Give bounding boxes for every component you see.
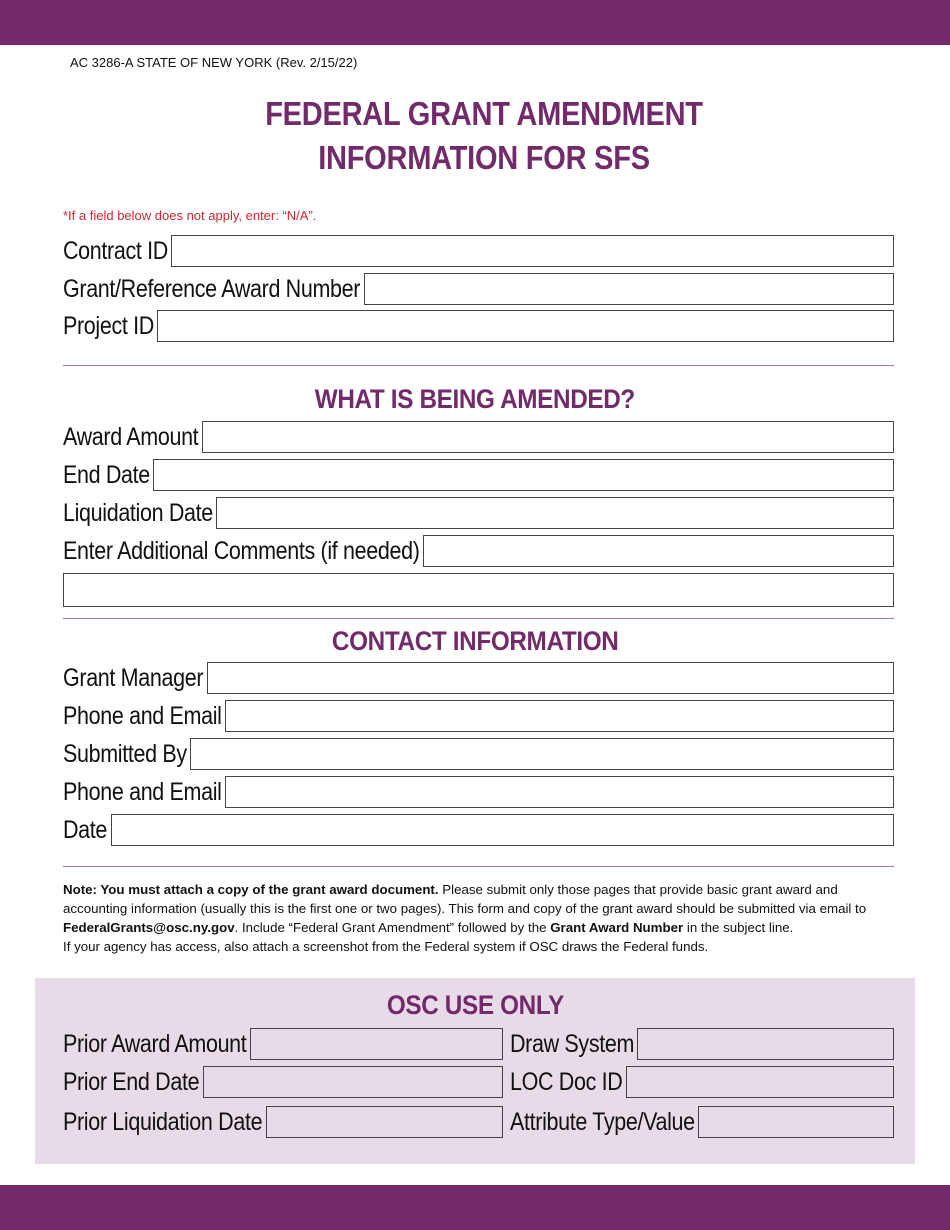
- liquidation-date-row: [63, 496, 894, 530]
- top-color-bar: [0, 0, 950, 45]
- attachment-note: Note: You must attach a copy of the grant award document.: [63, 882, 439, 897]
- prior-end-date-label: Prior End Date: [63, 1067, 200, 1096]
- grant-reference-row: [63, 272, 894, 306]
- liquidation-date-field[interactable]: [216, 497, 894, 529]
- amendment-heading: [0, 384, 950, 415]
- manager-phone-email-row: [63, 699, 894, 733]
- prior-award-amount-row: [63, 1027, 503, 1061]
- instructions-text-3: in the subject line.: [683, 920, 794, 935]
- project-id-row: [63, 309, 894, 343]
- contract-id-field[interactable]: [171, 235, 894, 267]
- prior-award-amount-label: Prior Award Amount: [63, 1029, 247, 1058]
- attribute-type-value-label: Attribute Type/Value: [510, 1107, 695, 1136]
- prior-end-date-row: [63, 1065, 503, 1099]
- submission-email: FederalGrants@osc.ny.gov: [63, 920, 235, 935]
- submitter-phone-email-row: [63, 775, 894, 809]
- project-id-field[interactable]: [157, 310, 894, 342]
- comments-row: [63, 534, 894, 568]
- submission-instructions: [63, 880, 903, 956]
- comments-label: Enter Additional Comments (if needed): [63, 536, 420, 565]
- title-line-2: INFORMATION FOR SFS: [318, 139, 650, 176]
- contact-heading: [0, 626, 950, 657]
- page-title: [0, 92, 950, 180]
- submitter-phone-email-label: Phone and Email: [63, 777, 222, 806]
- loc-doc-id-field[interactable]: [626, 1066, 894, 1098]
- date-field[interactable]: [111, 814, 895, 846]
- form-code: AC 3286-A STATE OF NEW YORK (Rev. 2/15/22): [70, 55, 358, 70]
- prior-award-amount-field[interactable]: [250, 1028, 503, 1060]
- award-amount-field[interactable]: [202, 421, 894, 453]
- amendment-heading-text: WHAT IS BEING AMENDED?: [314, 384, 636, 414]
- section-divider: [63, 618, 894, 619]
- date-row: [63, 813, 894, 847]
- comments-continuation-field[interactable]: [63, 573, 894, 607]
- submitted-by-field[interactable]: [190, 738, 894, 770]
- osc-heading: [0, 990, 950, 1021]
- instructions-text-2: . Include “Federal Grant Amendment” followed by the: [234, 920, 551, 935]
- grant-manager-label: Grant Manager: [63, 663, 204, 692]
- manager-phone-email-label: Phone and Email: [63, 701, 222, 730]
- na-instruction: *If a field below does not apply, enter: “N/A”.: [63, 208, 317, 223]
- award-amount-row: [63, 420, 894, 454]
- submitter-phone-email-field[interactable]: [225, 776, 894, 808]
- grant-manager-row: [63, 661, 894, 695]
- title-line-1: FEDERAL GRANT AMENDMENT: [265, 95, 703, 132]
- draw-system-row: [510, 1027, 894, 1061]
- liquidation-date-label: Liquidation Date: [63, 498, 213, 527]
- subject-note: Grant Award Number: [550, 920, 684, 935]
- date-label: Date: [63, 815, 108, 844]
- end-date-row: [63, 458, 894, 492]
- end-date-label: End Date: [63, 460, 150, 489]
- project-id-label: Project ID: [63, 311, 154, 340]
- prior-liquidation-date-field[interactable]: [266, 1106, 503, 1138]
- prior-liquidation-date-row: [63, 1105, 503, 1139]
- section-divider: [63, 866, 894, 867]
- instructions-text-4: If your agency has access, also attach a screenshot from the Federal system if OSC draws the Federal funds.: [63, 939, 709, 954]
- prior-end-date-field[interactable]: [203, 1066, 503, 1098]
- comments-field[interactable]: [423, 535, 894, 567]
- end-date-field[interactable]: [153, 459, 894, 491]
- prior-liquidation-date-label: Prior Liquidation Date: [63, 1107, 263, 1136]
- draw-system-label: Draw System: [510, 1029, 635, 1058]
- contact-heading-text: CONTACT INFORMATION: [331, 626, 619, 656]
- bottom-color-bar: [0, 1185, 950, 1230]
- attribute-type-value-field[interactable]: [698, 1106, 894, 1138]
- grant-reference-field[interactable]: [364, 273, 894, 305]
- submitted-by-label: Submitted By: [63, 739, 187, 768]
- manager-phone-email-field[interactable]: [225, 700, 894, 732]
- submitted-by-row: [63, 737, 894, 771]
- attribute-type-value-row: [510, 1105, 894, 1139]
- grant-manager-field[interactable]: [207, 662, 894, 694]
- instructions-text-1: Please submit only those pages that provide basic grant award and accounting information (usually this is the first one or two pages). This form and copy of the grant award should be submitted via email to: [63, 882, 867, 916]
- osc-heading-text: OSC USE ONLY: [386, 990, 564, 1020]
- grant-reference-label: Grant/Reference Award Number: [63, 274, 361, 303]
- loc-doc-id-label: LOC Doc ID: [510, 1067, 623, 1096]
- award-amount-label: Award Amount: [63, 422, 199, 451]
- draw-system-field[interactable]: [637, 1028, 894, 1060]
- loc-doc-id-row: [510, 1065, 894, 1099]
- contract-id-row: [63, 234, 894, 268]
- contract-id-label: Contract ID: [63, 236, 168, 265]
- section-divider: [63, 365, 894, 366]
